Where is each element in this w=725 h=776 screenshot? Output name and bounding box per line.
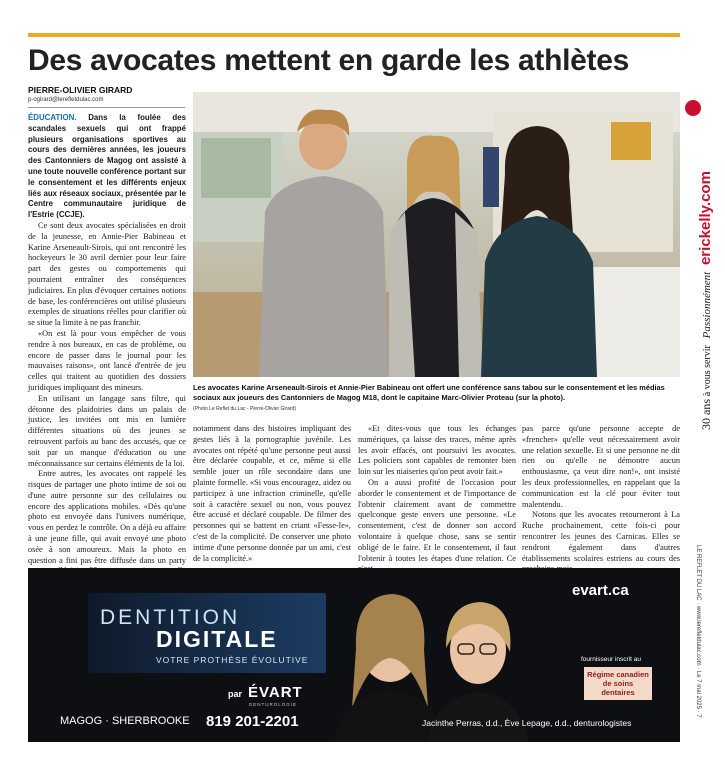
header-accent-bar [28,33,680,37]
sidebar-logo-icon [685,100,701,116]
sidebar-brand: erickelly.com [697,171,714,266]
paragraph: pas parce qu'une personne accepte de «frencher» qu'elle veut nécessairement avoir une relation sexuelle. Et si une personne ne dit rien ou qu'elle ne démontre aucun enthousiasme, ça veut dire non!», ont insisté les deux professionnelles, en rappelant que la communication est la clé pour éviter tout malentendu. [522,424,680,509]
article-column-3 [358,424,516,575]
ad-brand-sub: DENTUROLOGIE [249,702,298,707]
paragraph: Notons que les avocates retourneront à La Ruche prochainement, cette fois-ci pour rencontrer les jeunes des Carnicas. Elles se rendront également dans d'autres établissements scolaires estriens au cours des [522,510,680,563]
ad-supplier-note: fournisseur inscrit au [581,656,641,663]
ad-website[interactable]: evart.ca [572,582,629,599]
dental-advertisement[interactable] [28,568,680,742]
article-column-1 [28,113,186,599]
ad-brand-logo: ÉVART [248,684,303,701]
ad-names: Jacinthe Perras, d.d., Ève Lepage, d.d., denturologistes [422,718,632,728]
sidebar-signature: Passionnément [701,271,713,339]
article-lead [28,113,186,221]
ad-par: par [228,689,243,699]
sidebar-tagline: à vous servir [702,345,713,397]
byline-email[interactable]: p-ogirard@lerefletdulac.com [28,97,104,103]
ad-title-digitale: DIGITALE [156,626,278,652]
lead-text: Dans la foulée des scandales sexuels qui ont frappé plusieurs organisations sportives au cours des dernières années, les joueurs des Cantonniers de Magog ont assisté à une toute nouvelle conférence portant sur le consentement et les différents enjeux liés aux réseaux sociaux, présentée par le Centre communautaire juridique de l'Estrie (CCJE). [28,113,186,220]
byline-author: PIERRE-OLIVIER GIRARD [28,85,133,95]
page-footer [690,545,704,745]
article-column-4 [522,424,680,575]
sidebar-ad-text [697,171,714,430]
photo-caption: Les avocates Karine Arseneault-Sirois et Annie-Pier Babineau ont offert une conférence sans tabou sur le consentement et les médias sociaux aux joueurs des Cantonniers de Magog M18, dont le capitaine Marc-Olivier Proteau (sur la photo). [193,383,665,402]
paragraph: Entre autres, les avocates ont rappelé les risques de partager une photo intime de soi ou d'une autre personne sur des cellulaires ou encore des applications mobiles. «Dès qu'une photo est envoyée dans l'univers numérique, vous en perdez le contrôle. On a déjà eu affaire à une jeune fille, qui avait envoyé une photo osée à son amoureux. Mais la photo en question a fini pas être diffusée dans un party [28,469,186,565]
article-kicker: ÉDUCATION. [28,113,77,122]
ad-regime-badge: Régime canadien de soins dentaires [584,667,652,700]
ad-cities: MAGOG · SHERBROOKE [60,715,190,727]
ad-title-dentition: DENTITION [100,606,241,629]
photo-credit: (Photo Le Reflet du Lac - Pierre-Olivier Girard) [193,406,297,412]
paragraph: En utilisant un langage sans filtre, qui détonne des plaidoiries dans un palais de justice, les invitées ont mis en lumière différentes situations où des jeunes se retrouvent parfois au banc des accusés, que ce soit par un manque d'éducation ou une méconnaissance sur certains éléments de la loi. [28,393,186,468]
ad-phone[interactable]: 819 201-2201 [206,713,299,730]
paragraph: «On est là pour vous empêcher de vous rendre à nos bureaux, en cas de problème, ou encore de passer dans le journal pour les mauvaises raisons», ont lancé d'entrée de jeu celles qui traitent au quotidien des dossiers juridiques impliquant des mineurs. [28,328,186,392]
article-column-2 [193,424,351,564]
ad-photo-denturologists [328,568,528,742]
paragraph: «Et dites-vous que tous les échanges numériques, ça laisse des traces, même après les avoir effacés, ont poursuivi les avocates. Les policiers sont capables de remonter bien loin sur les niaiseries qu'on peut avoir fait.» [358,424,516,477]
byline-divider [28,107,185,108]
photo-illustration [193,92,680,377]
paragraph: On a aussi profité de l'occasion pour aborder le consentement et de l'importance de l'obtenir clairement avant de commettre quelconque geste envers une personne. «Le consentement, c'est de donner son accord volontaire à quelque chose, sans se sentir obligé de le faire. Et le consentement, il faut l'obtenir à toutes les étapes d'une relation. Ce [358,477,516,563]
ad-subtitle: VOTRE PROTHÈSE ÉVOLUTIVE [156,655,309,665]
footer-text: LE REFLET DU LAC · www.lerefletdulac.com · Le 7 mai 2025 · 7 [695,545,701,718]
sidebar-years: 30 ans [699,399,713,430]
article-photo [193,92,680,377]
headline: Des avocates mettent en garde les athlètes [28,44,629,77]
paragraph: Ce sont deux avocates spécialisées en droit de la jeunesse, en Annie-Pier Babineau et Karine Arseneault-Sirois, qui ont rencontré les hockeyeurs le 30 avril dernier pour leur faire part des gestes ou comportements qui pourraient entraîner des conséquences judiciaires. En plus d'évoquer certaines notions de base, les conférencières ont utilisé plusieurs exemples de situations réelles pour clarifier où se situe la limite à ne pas franchir. [28,220,186,328]
paragraph: notamment dans des histoires impliquant des gestes liés à la pornographie juvénile. Les avocates ont répété qu'une personne peut aussi être déclarée coupable, et ce, même si elle semble jouer un rôle secondaire dans une plainte formelle. «Si vous encouragez, aidez ou participez à une infraction criminelle, qu'elle soit à caractère sexuel ou non, vous pouvez être accusé et déclaré coupable. De filmer des personnes qui se battent en criant «Fesse-le», c'est de la complicité. De conserver une photo intime d'une personne donnée par un ami, c'est de la complicité.» [193,424,351,563]
sidebar-advertisement[interactable] [683,100,714,430]
